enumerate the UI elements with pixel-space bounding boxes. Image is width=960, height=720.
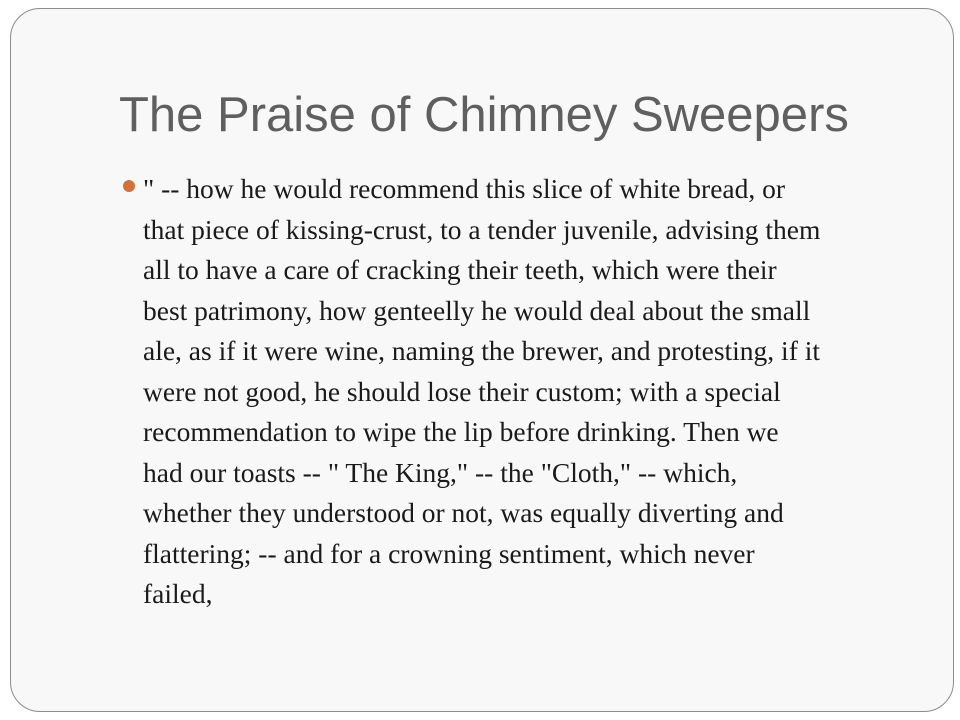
- bullet-list: [123, 169, 923, 615]
- bullet-item: [123, 169, 923, 615]
- round-bullet-icon: [123, 180, 135, 192]
- slide-frame: [10, 8, 954, 712]
- slide-title: The Praise of Chimney Sweepers: [119, 88, 849, 142]
- bullet-text: " -- how he would recommend this slice of white bread, or that piece of kissing-crust, to a tender juvenile, advising them all to have a care of cracking their teeth, which were their best patrimony, how genteelly he would deal about the small ale, as if it were wine, naming the brewer, and protesting, if it were not good, he should lose their custom; with a special recommendation to wipe the lip before drinking. Then we had our toasts -- " The King," -- the "Cloth," -- which, whether they understood or not, was equally diverting and flattering; -- and for a crowning sentiment, which never failed,: [143, 173, 821, 609]
